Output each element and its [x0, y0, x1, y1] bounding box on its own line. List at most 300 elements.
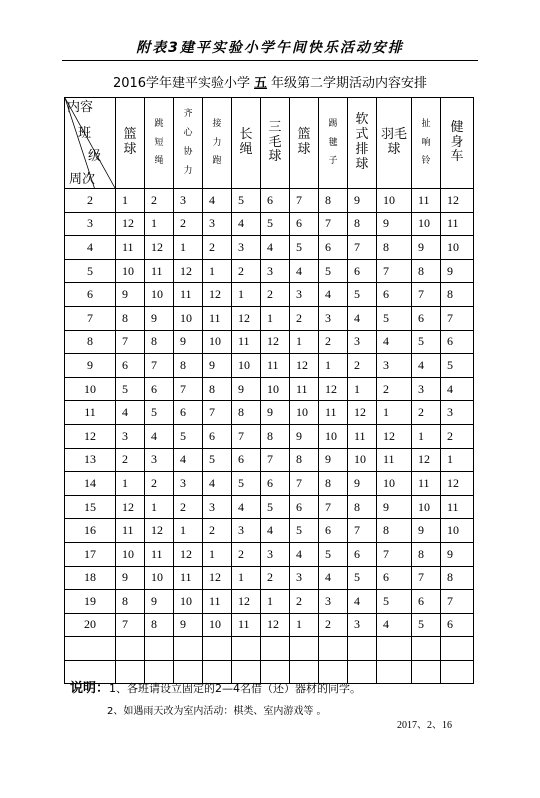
class-number-cell: 3 [348, 330, 377, 354]
class-number-cell: 10 [412, 495, 441, 519]
class-number-cell: 5 [412, 330, 441, 354]
activity-name [145, 115, 173, 172]
activity-name [174, 105, 202, 181]
class-number-cell: 2 [203, 236, 232, 260]
class-number-cell: 11 [232, 613, 261, 637]
activity-header-cell [145, 98, 174, 189]
activity-name [116, 128, 144, 158]
class-number-cell: 4 [174, 448, 203, 472]
week-number-cell: 18 [65, 566, 116, 590]
activity-name-char: 绳 [239, 142, 253, 157]
class-number-cell: 9 [319, 448, 348, 472]
class-number-cell: 5 [412, 613, 441, 637]
table-row [65, 472, 474, 496]
class-number-cell: 9 [412, 236, 441, 260]
class-number-cell: 3 [290, 283, 319, 307]
class-number-cell: 3 [232, 236, 261, 260]
class-number-cell: 5 [232, 189, 261, 213]
class-number-cell: 11 [116, 236, 145, 260]
class-number-cell: 2 [290, 590, 319, 614]
class-number-cell: 4 [203, 472, 232, 496]
class-number-cell [348, 637, 377, 661]
note-line-1 [70, 677, 361, 696]
class-number-cell: 9 [441, 542, 474, 566]
class-number-cell: 3 [412, 377, 441, 401]
class-number-cell: 3 [290, 566, 319, 590]
class-number-cell: 10 [174, 590, 203, 614]
class-number-cell: 12 [203, 283, 232, 307]
activity-name-char: 跑 [212, 156, 222, 167]
table-row [65, 613, 474, 637]
class-number-cell: 1 [116, 189, 145, 213]
class-number-cell [377, 637, 412, 661]
class-number-cell: 9 [290, 424, 319, 448]
class-number-cell: 5 [203, 448, 232, 472]
class-number-cell: 5 [441, 354, 474, 378]
activity-name-char: 扯 [421, 118, 431, 129]
class-number-cell: 7 [290, 189, 319, 213]
class-number-cell: 12 [377, 424, 412, 448]
class-number-cell: 9 [174, 613, 203, 637]
class-number-cell: 11 [232, 330, 261, 354]
class-number-cell: 5 [261, 495, 290, 519]
activity-name-char: 响 [421, 137, 431, 148]
class-number-cell: 4 [290, 542, 319, 566]
class-number-cell: 12 [441, 472, 474, 496]
class-number-cell [145, 637, 174, 661]
class-number-cell: 4 [348, 306, 377, 330]
class-number-cell: 9 [412, 519, 441, 543]
class-number-cell: 4 [441, 377, 474, 401]
class-number-cell: 11 [348, 424, 377, 448]
activity-name-char: 篮 [297, 127, 311, 143]
class-number-cell: 12 [261, 330, 290, 354]
class-number-cell: 2 [261, 566, 290, 590]
week-number-cell: 9 [65, 354, 116, 378]
table-body [65, 189, 474, 684]
class-number-cell: 10 [203, 613, 232, 637]
class-number-cell: 4 [232, 495, 261, 519]
activity-header-cell [261, 98, 290, 189]
class-number-cell: 3 [441, 401, 474, 425]
class-number-cell: 5 [145, 401, 174, 425]
class-number-cell: 8 [174, 354, 203, 378]
class-number-cell: 2 [232, 542, 261, 566]
class-number-cell [412, 637, 441, 661]
class-number-cell: 2 [261, 283, 290, 307]
activity-header-cell [348, 98, 377, 189]
class-number-cell: 5 [232, 472, 261, 496]
activity-name-char: 短 [154, 137, 164, 148]
activity-name-char: 羽毛 [380, 127, 407, 143]
activity-name-char: 齐 [183, 109, 193, 120]
class-number-cell: 5 [377, 590, 412, 614]
class-number-cell: 9 [377, 495, 412, 519]
class-number-cell: 2 [348, 354, 377, 378]
class-number-cell: 1 [412, 424, 441, 448]
class-number-cell: 12 [145, 519, 174, 543]
class-number-cell: 10 [290, 401, 319, 425]
class-number-cell: 7 [145, 354, 174, 378]
class-number-cell: 7 [116, 613, 145, 637]
class-number-cell: 4 [412, 354, 441, 378]
table-row [65, 519, 474, 543]
table-row [65, 259, 474, 283]
activity-header-cell [232, 98, 261, 189]
class-number-cell: 9 [348, 472, 377, 496]
activity-name-char: 球 [268, 149, 282, 165]
corner-label-week: 周次 [69, 172, 96, 187]
class-number-cell: 9 [116, 566, 145, 590]
class-number-cell: 8 [319, 472, 348, 496]
week-number-cell: 8 [65, 330, 116, 354]
class-number-cell: 10 [441, 519, 474, 543]
class-number-cell: 6 [261, 472, 290, 496]
class-number-cell: 7 [319, 212, 348, 236]
class-number-cell: 8 [412, 259, 441, 283]
class-number-cell: 5 [348, 566, 377, 590]
class-number-cell: 1 [203, 259, 232, 283]
class-number-cell [116, 637, 145, 661]
activity-name-char: 球 [355, 156, 369, 172]
class-number-cell: 5 [174, 424, 203, 448]
class-number-cell: 6 [348, 259, 377, 283]
class-number-cell: 2 [116, 448, 145, 472]
class-number-cell: 11 [441, 495, 474, 519]
class-number-cell: 7 [377, 542, 412, 566]
class-number-cell: 10 [145, 566, 174, 590]
class-number-cell: 6 [290, 212, 319, 236]
class-number-cell: 5 [290, 519, 319, 543]
class-number-cell: 4 [261, 519, 290, 543]
class-number-cell: 11 [261, 354, 290, 378]
activity-name-char: 协 [183, 147, 193, 157]
table-title-prefix: 2016学年建平实验小学 [112, 76, 251, 91]
class-number-cell: 10 [261, 377, 290, 401]
class-number-cell: 3 [116, 424, 145, 448]
class-number-cell: 8 [377, 236, 412, 260]
class-number-cell: 2 [145, 472, 174, 496]
class-number-cell: 8 [145, 613, 174, 637]
activity-name [203, 115, 231, 172]
class-number-cell: 2 [203, 519, 232, 543]
class-number-cell: 12 [145, 236, 174, 260]
class-number-cell: 8 [348, 212, 377, 236]
week-number-cell: 13 [65, 448, 116, 472]
activity-header-cell [203, 98, 232, 189]
class-number-cell [441, 637, 474, 661]
class-number-cell: 10 [412, 212, 441, 236]
class-number-cell: 2 [412, 401, 441, 425]
class-number-cell: 1 [145, 212, 174, 236]
class-number-cell: 5 [319, 542, 348, 566]
class-number-cell: 2 [441, 424, 474, 448]
activity-name-char: 球 [123, 142, 137, 157]
activity-name-char: 铃 [421, 156, 431, 167]
class-number-cell: 12 [232, 590, 261, 614]
week-number-cell: 15 [65, 495, 116, 519]
activity-name-char: 力 [212, 137, 222, 148]
class-number-cell: 10 [348, 448, 377, 472]
class-number-cell: 9 [348, 189, 377, 213]
class-number-cell: 10 [232, 354, 261, 378]
activity-name [319, 115, 347, 172]
week-number-cell: 16 [65, 519, 116, 543]
class-number-cell: 2 [174, 212, 203, 236]
class-number-cell: 1 [116, 472, 145, 496]
class-number-cell: 7 [412, 566, 441, 590]
class-number-cell: 7 [441, 590, 474, 614]
week-number-cell: 20 [65, 613, 116, 637]
class-number-cell: 1 [441, 448, 474, 472]
class-number-cell: 8 [232, 401, 261, 425]
class-number-cell: 4 [203, 189, 232, 213]
activity-name [412, 115, 440, 172]
week-number-cell: 4 [65, 236, 116, 260]
class-number-cell: 3 [145, 448, 174, 472]
table-row [65, 283, 474, 307]
activity-header-cell [377, 98, 412, 189]
class-number-cell: 10 [174, 306, 203, 330]
class-number-cell: 2 [145, 189, 174, 213]
table-row [65, 448, 474, 472]
class-number-cell: 5 [116, 377, 145, 401]
activity-name-char: 健 [450, 119, 464, 135]
corner-label-class-2: 级 [88, 149, 102, 164]
table-row [65, 377, 474, 401]
activity-name-char: 软 [355, 112, 369, 128]
class-number-cell: 2 [319, 613, 348, 637]
class-number-cell: 11 [412, 472, 441, 496]
table-row [65, 566, 474, 590]
class-number-cell: 2 [290, 306, 319, 330]
class-number-cell: 11 [116, 519, 145, 543]
class-number-cell: 10 [116, 542, 145, 566]
class-number-cell: 8 [412, 542, 441, 566]
class-number-cell: 9 [441, 259, 474, 283]
week-number-cell: 17 [65, 542, 116, 566]
class-number-cell: 6 [145, 377, 174, 401]
table-title [0, 72, 540, 91]
week-number-cell: 11 [65, 401, 116, 425]
table-row [65, 354, 474, 378]
header-divider [62, 60, 478, 61]
class-number-cell [441, 660, 474, 684]
class-number-cell: 7 [232, 424, 261, 448]
class-number-cell: 10 [145, 283, 174, 307]
class-number-cell: 1 [145, 495, 174, 519]
activity-name-char: 篮 [123, 127, 137, 143]
class-number-cell: 8 [348, 495, 377, 519]
activity-name-char: 力 [183, 165, 193, 176]
activity-name [348, 113, 376, 173]
class-number-cell: 1 [174, 236, 203, 260]
class-number-cell: 5 [319, 259, 348, 283]
class-number-cell: 8 [377, 519, 412, 543]
document-date: 2017、2、16 [397, 720, 452, 731]
activity-header-cell [441, 98, 474, 189]
class-number-cell [261, 637, 290, 661]
activity-name-char: 毽 [328, 137, 338, 148]
class-number-cell: 1 [319, 354, 348, 378]
class-number-cell: 9 [232, 377, 261, 401]
class-number-cell: 7 [377, 259, 412, 283]
class-number-cell: 10 [377, 189, 412, 213]
class-number-cell: 1 [174, 519, 203, 543]
class-number-cell: 11 [145, 542, 174, 566]
week-number-cell: 7 [65, 306, 116, 330]
activity-header-cell [412, 98, 441, 189]
class-number-cell: 12 [232, 306, 261, 330]
class-number-cell: 4 [319, 566, 348, 590]
class-number-cell: 1 [348, 377, 377, 401]
class-number-cell: 10 [319, 424, 348, 448]
class-number-cell: 6 [412, 306, 441, 330]
class-number-cell [377, 660, 412, 684]
class-number-cell: 8 [203, 377, 232, 401]
class-number-cell: 4 [261, 236, 290, 260]
class-number-cell: 11 [145, 259, 174, 283]
class-number-cell: 1 [290, 613, 319, 637]
activity-name-char: 长 [239, 127, 253, 143]
class-number-cell [319, 637, 348, 661]
table-row [65, 590, 474, 614]
class-number-cell: 9 [174, 330, 203, 354]
activity-name-char: 三 [268, 119, 282, 135]
class-number-cell: 5 [290, 236, 319, 260]
class-number-cell: 3 [174, 189, 203, 213]
activity-header-cell [290, 98, 319, 189]
class-number-cell: 6 [412, 590, 441, 614]
class-number-cell: 8 [319, 189, 348, 213]
class-number-cell: 4 [319, 283, 348, 307]
class-number-cell: 6 [261, 189, 290, 213]
class-number-cell: 7 [319, 495, 348, 519]
activity-header-cell [174, 98, 203, 189]
table-row [65, 542, 474, 566]
note-lead: 说明： [70, 681, 110, 696]
corner-label-class-1: 班 [78, 126, 92, 141]
table-row [65, 189, 474, 213]
class-number-cell: 1 [261, 590, 290, 614]
class-number-cell: 6 [377, 566, 412, 590]
class-number-cell: 7 [348, 519, 377, 543]
activity-name-char: 球 [297, 142, 311, 157]
class-number-cell: 1 [232, 283, 261, 307]
week-number-cell: 12 [65, 424, 116, 448]
table-title-grade: 五 [254, 76, 268, 91]
class-number-cell: 12 [116, 495, 145, 519]
week-number-cell: 14 [65, 472, 116, 496]
week-number-cell: 5 [65, 259, 116, 283]
activity-name-char: 接 [212, 118, 222, 129]
class-number-cell: 8 [116, 590, 145, 614]
activity-name-char: 球 [387, 142, 401, 157]
class-number-cell: 9 [203, 354, 232, 378]
table-row [65, 212, 474, 236]
class-number-cell: 6 [319, 236, 348, 260]
table-row [65, 306, 474, 330]
class-number-cell: 6 [174, 401, 203, 425]
class-number-cell: 5 [377, 306, 412, 330]
activity-name [261, 121, 289, 166]
class-number-cell: 12 [174, 259, 203, 283]
class-number-cell: 6 [232, 448, 261, 472]
week-number-cell: 3 [65, 212, 116, 236]
activity-name [290, 128, 318, 158]
week-number-cell: 2 [65, 189, 116, 213]
corner-header-cell [65, 98, 116, 189]
class-number-cell: 4 [377, 330, 412, 354]
class-number-cell: 3 [377, 354, 412, 378]
class-number-cell: 3 [261, 542, 290, 566]
class-number-cell: 7 [174, 377, 203, 401]
activity-name-char: 毛 [268, 134, 282, 150]
class-number-cell: 4 [116, 401, 145, 425]
activity-name-char: 排 [355, 142, 369, 157]
class-number-cell: 12 [319, 377, 348, 401]
class-number-cell: 10 [203, 330, 232, 354]
class-number-cell: 4 [232, 212, 261, 236]
table-header-row [65, 98, 474, 189]
activity-header-cell [116, 98, 145, 189]
class-number-cell: 3 [319, 306, 348, 330]
class-number-cell: 1 [377, 401, 412, 425]
class-number-cell: 12 [261, 613, 290, 637]
class-number-cell: 7 [441, 306, 474, 330]
table-row [65, 495, 474, 519]
class-number-cell: 6 [203, 424, 232, 448]
class-number-cell: 2 [232, 259, 261, 283]
class-number-cell: 11 [319, 401, 348, 425]
activity-name-char: 心 [183, 128, 193, 139]
week-number-cell: 10 [65, 377, 116, 401]
class-number-cell: 5 [261, 212, 290, 236]
class-number-cell: 7 [203, 401, 232, 425]
class-number-cell: 8 [116, 306, 145, 330]
class-number-cell: 3 [261, 259, 290, 283]
table-row [65, 401, 474, 425]
class-number-cell: 6 [319, 519, 348, 543]
class-number-cell: 8 [261, 424, 290, 448]
class-number-cell [290, 637, 319, 661]
activity-name-char: 踢 [328, 118, 338, 129]
class-number-cell: 11 [174, 283, 203, 307]
class-number-cell: 6 [348, 542, 377, 566]
activity-name-char: 车 [450, 149, 464, 165]
class-number-cell: 8 [441, 283, 474, 307]
class-number-cell: 1 [261, 306, 290, 330]
activity-header-cell [319, 98, 348, 189]
table-row [65, 330, 474, 354]
week-number-cell: 19 [65, 590, 116, 614]
class-number-cell: 3 [348, 613, 377, 637]
corner-label-content: 内容 [67, 100, 94, 115]
table-row [65, 424, 474, 448]
class-number-cell: 12 [290, 354, 319, 378]
class-number-cell: 1 [203, 542, 232, 566]
class-number-cell: 2 [377, 377, 412, 401]
class-number-cell: 1 [232, 566, 261, 590]
class-number-cell: 12 [203, 566, 232, 590]
document-header-title: 附表3建平实验小学午间快乐活动安排 [136, 40, 404, 56]
activity-name-char: 式 [355, 127, 369, 143]
class-number-cell: 7 [261, 448, 290, 472]
activity-name-char: 绳 [154, 156, 164, 167]
activity-name-char: 跳 [154, 118, 164, 129]
class-number-cell: 3 [232, 519, 261, 543]
class-number-cell: 8 [441, 566, 474, 590]
